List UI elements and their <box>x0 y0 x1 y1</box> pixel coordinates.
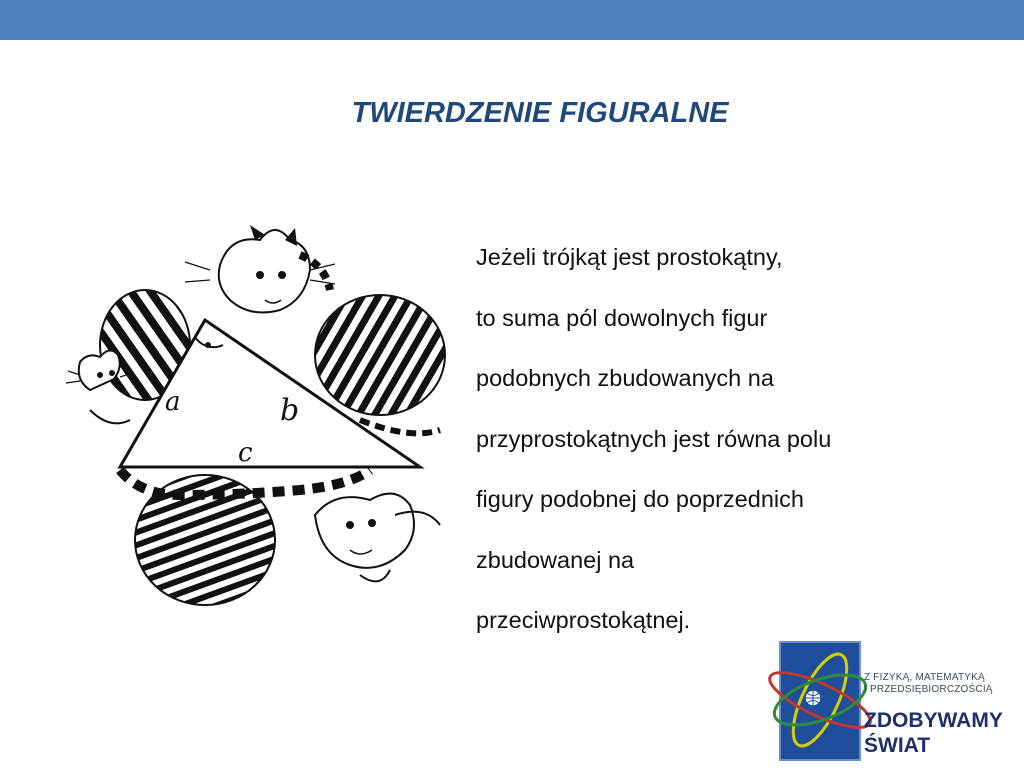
theorem-line: podobnych zbudowanych na <box>476 365 774 391</box>
theorem-line: przeciwprostokątnej. <box>476 607 691 633</box>
theorem-text <box>476 235 976 659</box>
logo-line-1: Z FIZYKĄ, MATEMATYKĄ <box>864 672 985 683</box>
cat-large-bottom <box>120 470 440 605</box>
logo-line-3: ZDOBYWAMY <box>864 709 1003 732</box>
top-bar <box>0 0 1024 40</box>
theorem-line: to suma pól dowolnych figur <box>476 304 768 331</box>
slide-title: TWIERDZENIE FIGURALNE <box>351 97 729 129</box>
side-b-label: b <box>280 393 300 428</box>
side-c-label: c <box>238 438 253 468</box>
logo-line-2: I PRZEDSIĘBIORCZOŚCIĄ <box>864 684 993 695</box>
side-a-label: a <box>165 387 181 417</box>
logo-line-4: ŚWIAT <box>864 734 931 757</box>
striped-cats-triangle-illustration <box>60 225 460 625</box>
theorem-line: figury podobnej do poprzednich <box>476 486 804 512</box>
theorem-line: zbudowanej na <box>476 546 635 573</box>
theorem-line: przyprostokątnych jest równa polu <box>476 425 832 452</box>
theorem-line: Jeżeli trójkąt jest prostokątny, <box>476 244 783 270</box>
